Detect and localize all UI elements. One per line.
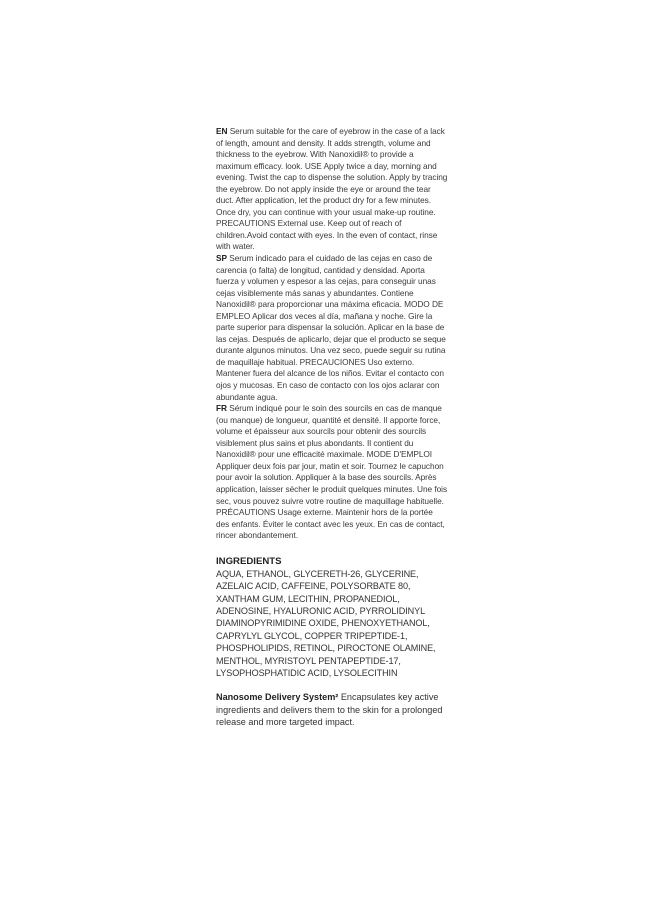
section-sp bbox=[216, 253, 448, 403]
lang-code-en: EN bbox=[216, 126, 228, 136]
ingredients-line: PHOSPHOLIPIDS, RETINOL, PIROCTONE OLAMINE, bbox=[216, 643, 436, 654]
ingredients-line: AZELAIC ACID, CAFFEINE, POLYSORBATE 80, bbox=[216, 581, 411, 592]
ingredients-heading: INGREDIENTS bbox=[216, 555, 282, 567]
nanosome-note bbox=[216, 691, 448, 728]
section-fr bbox=[216, 403, 448, 542]
ingredients-line: XANTHAM GUM, LECITHIN, PROPANEDIOL, bbox=[216, 593, 400, 604]
section-fr-text: Sérum indiqué pour le soin des sourcils en cas de manque (ou manque) de longueur, quantité et densité. Il apporte force, volume et épaisseur aux sourcils pour obtenir des sourcils visiblement plus sains et plus abondants. Il contient du Nanoxidil® pour une efficacité maximale. MODE D'EMPLOI Appliquer deux fois par jour, matin et soir. Tournez le capuchon pour avoir la solution. Appliquer à la base des sourcils. Après application, laisser sécher le produit quelques minutes. Une fois sec, vous pouvez suivre votre routine de maquillage habituelle. PRÉCAUTIONS Usage externe. Maintenir hors de la portée des enfants. Éviter le contact avec les yeux. En cas de contact, rincer abondantement. bbox=[216, 403, 448, 541]
nanosome-text: Encapsulates key active ingredients and delivers them to the skin for a prolonged release and more targeted impact. bbox=[216, 692, 443, 727]
ingredients-line: LYSOPHOSPHATIDIC ACID, LYSOLECITHIN bbox=[216, 667, 398, 678]
section-en-text: Serum suitable for the care of eyebrow in the case of a lack of length, amount and density. It adds strength, volume and thickness to the eyebrow. With Nanoxidil® to provide a maximum efficacy. look. USE Apply twice a day, morning and evening. Twist the cap to dispense the solution. Apply by tracing the eyebrow. Do not apply inside the eye or around the tear duct. After application, let the product dry for a few minutes. Once dry, you can continue with your usual make-up routine. PRECAUTIONS External use. Keep out of reach of children.Avoid contact with eyes. In the even of contact, rinse with water. bbox=[216, 126, 448, 252]
lang-code-fr: FR bbox=[216, 403, 227, 414]
ingredients-list bbox=[216, 568, 448, 680]
product-label-text bbox=[216, 126, 448, 728]
section-sp-text: Serum indicado para el cuidado de las cejas en caso de carencia (o falta) de longitud, cantidad y densidad. Aporta fuerza y volumen y espesor a las cejas, para conseguir unas cejas visiblemente más sanas y abundantes. Contiene Nanoxidil® para proporcionar una máxima eficacia. MODO DE EMPLEO Aplicar dos veces al día, mañana y noche. Gire la parte superior para dispensar la solución. Aplicar en la base de las cejas. Después de aplicarlo, dejar que el producto se seque durante algunos minutos. Una vez seco, puede seguir su rutina de maquillaje habitual. PRECAUCIONES Uso externo. Mantener fuera del alcance de los niños. Evitar el contacto con ojos y mucosas. En caso de contacto con los ojos aclarar con abundante agua. bbox=[216, 253, 446, 402]
section-en bbox=[216, 126, 448, 253]
lang-code-sp: SP bbox=[216, 253, 227, 264]
ingredients-line: MENTHOL, MYRISTOYL PENTAPEPTIDE-17, bbox=[216, 655, 401, 666]
ingredients-line: ADENOSINE, HYALURONIC ACID, PYRROLIDINYL bbox=[216, 605, 426, 616]
ingredients-line: AQUA, ETHANOL, GLYCERETH-26, GLYCERINE, bbox=[216, 568, 419, 579]
nanosome-title: Nanosome Delivery System² bbox=[216, 692, 339, 703]
ingredients-line: CAPRYLYL GLYCOL, COPPER TRIPEPTIDE-1, bbox=[216, 630, 408, 641]
ingredients-line: DIAMINOPYRIMIDINE OXIDE, PHENOXYETHANOL, bbox=[216, 618, 430, 629]
